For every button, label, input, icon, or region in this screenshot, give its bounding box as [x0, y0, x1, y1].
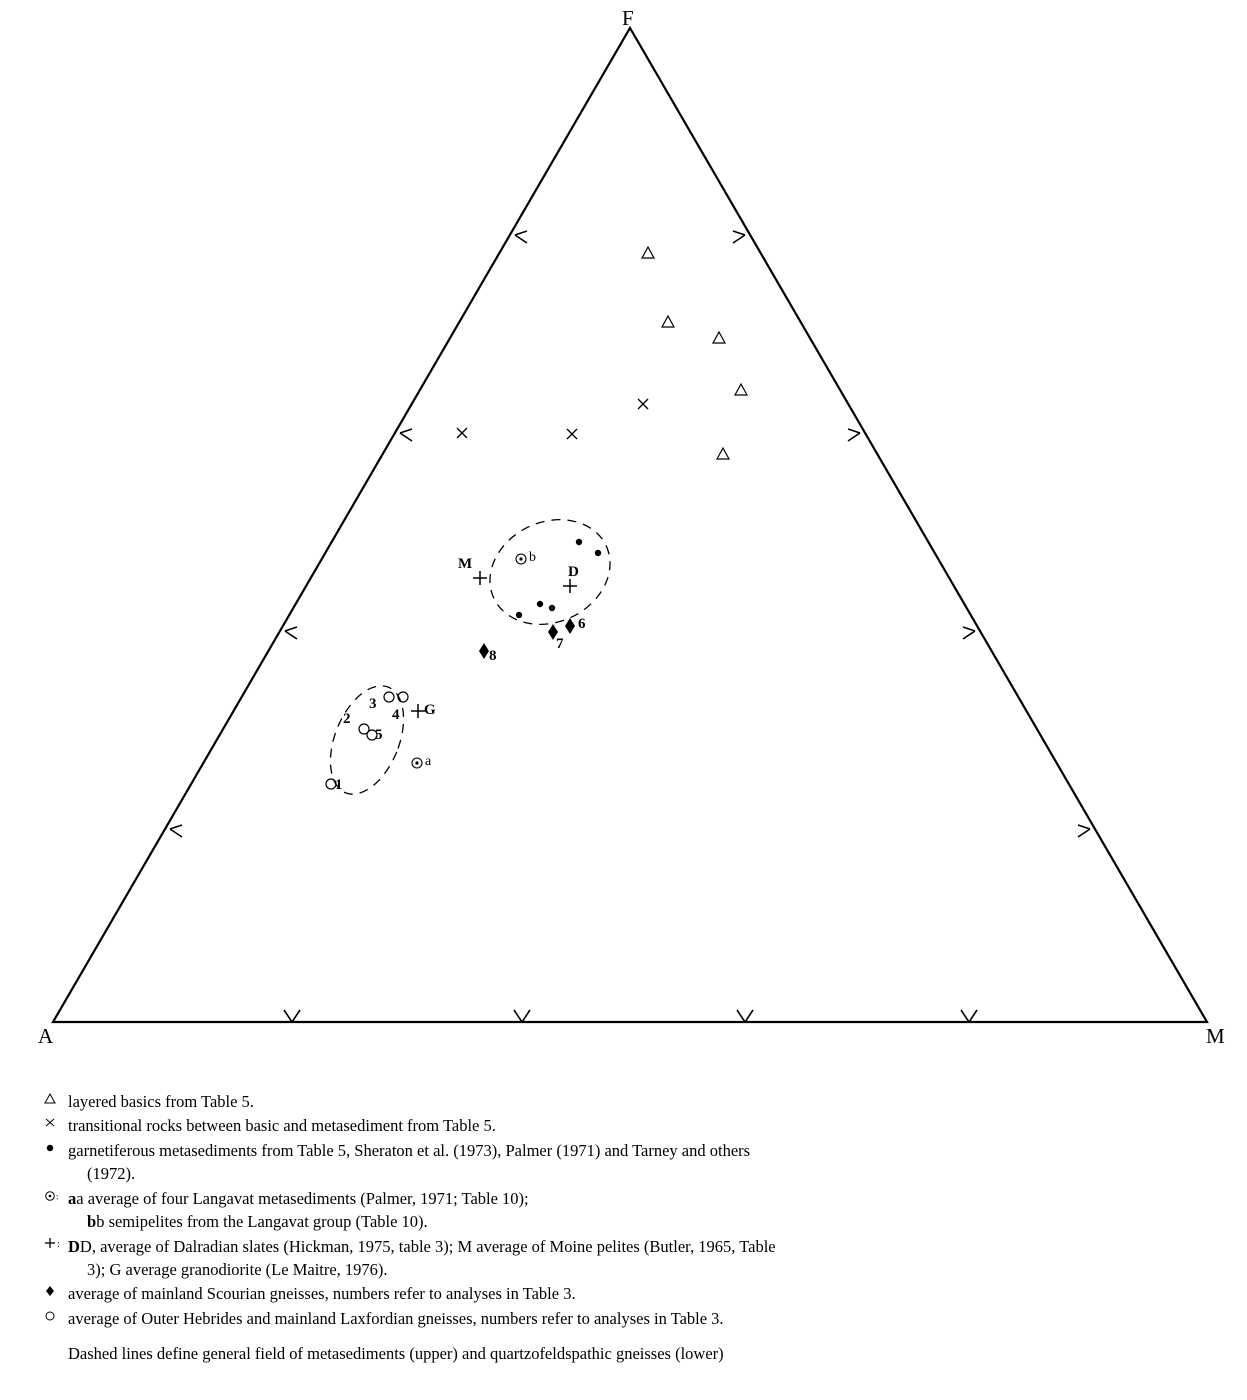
point-label-m: M: [458, 556, 473, 572]
filled-diamond-icon: [44, 1282, 68, 1302]
point-label-7: 7: [556, 636, 564, 652]
legend-item-laxfordian: [44, 1307, 1204, 1330]
point-label-b: b: [529, 550, 536, 565]
legend-text-layered-basics: layered basics from Table 5.: [68, 1092, 254, 1111]
legend-item-reference-averages: [44, 1235, 1204, 1282]
ticks-bottom-edge: [284, 1010, 977, 1022]
series-transitional-rocks: [457, 399, 648, 439]
dotted-circle-icon: [44, 1187, 68, 1207]
legend-text-langavat-b: bb semipelites from the Langavat group (Table 10).: [87, 1212, 428, 1232]
filled-dot-icon: [44, 1139, 68, 1159]
legend-text-langavat-a: aa average of four Langavat metasediments (Palmer, 1971; Table 10);: [68, 1188, 529, 1208]
point-label-a: a: [425, 754, 432, 769]
legend: [44, 1090, 1204, 1366]
legend-text-langavat-b-rest: b semipelites from the Langavat group (Table 10).: [96, 1212, 428, 1232]
point-label-2: 2: [343, 711, 351, 727]
open-circle-icon: [44, 1307, 68, 1327]
svg-text::: :: [56, 1191, 59, 1201]
series-layered-basics: [642, 247, 747, 459]
plus-icon: [44, 1235, 68, 1255]
point-label-5: 5: [375, 727, 383, 743]
point-label-1: 1: [335, 777, 343, 793]
legend-item-layered-basics: [44, 1090, 1204, 1113]
series-reference-averages: [411, 571, 577, 718]
legend-text-laxfordian: average of Outer Hebrides and mainland Laxfordian gneisses, numbers refer to analyses in Table 3.: [68, 1308, 724, 1328]
legend-item-langavat: [44, 1187, 1204, 1234]
point-label-6: 6: [578, 616, 586, 632]
legend-text-garnetiferous: garnetiferous metasediments from Table 5, Sheraton et al. (1973), Palmer (1971) and Tarney and others: [68, 1140, 751, 1160]
legend-text-scourian: average of mainland Scourian gneisses, numbers refer to analyses in Table 3.: [68, 1284, 576, 1304]
series-langavat-averages: [412, 554, 526, 768]
legend-note: Dashed lines define general field of metasediments (upper) and quartzofeldspathic gneisses (lower): [68, 1344, 724, 1364]
legend-text-langavat-a-rest: a average of four Langavat metasediments (Palmer, 1971; Table 10);: [76, 1188, 529, 1208]
vertex-label-f: F: [622, 6, 634, 30]
svg-text::: :: [57, 1238, 60, 1249]
legend-item-transitional-rocks: [44, 1114, 1204, 1137]
legend-text-transitional-rocks: transitional rocks between basic and metasediment from Table 5.: [68, 1116, 496, 1136]
ticks-right-edge: [733, 231, 1090, 837]
legend-text-dalradian-rest: D, average of Dalradian slates (Hickman, 1975, table 3); M average of Moine pelites (Butler, 1965, Table: [79, 1236, 776, 1256]
vertex-label-a: A: [38, 1024, 54, 1048]
point-label-d: D: [568, 564, 579, 580]
point-label-4: 4: [392, 707, 400, 723]
vertex-label-m: M: [1206, 1024, 1225, 1048]
cross-x-icon: [44, 1114, 68, 1134]
point-label-8: 8: [489, 648, 497, 664]
legend-item-scourian: [44, 1282, 1204, 1305]
field-gneisses: [316, 675, 418, 805]
triangle-outline: [53, 28, 1207, 1022]
ticks-left-edge: [170, 231, 527, 837]
point-label-g: G: [424, 702, 436, 718]
open-triangle-icon: [44, 1090, 68, 1110]
legend-text-granodiorite: 3); G average granodiorite (Le Maitre, 1976).: [87, 1259, 388, 1279]
legend-text-dalradian: DD, average of Dalradian slates (Hickman, 1975, table 3); M average of Moine pelites (Butler, 1965, Table: [68, 1236, 776, 1256]
point-label-3: 3: [369, 696, 377, 712]
field-metasediments: [473, 500, 628, 643]
legend-text-garnetiferous-cont: (1972).: [87, 1164, 136, 1184]
legend-item-garnetiferous: [44, 1139, 1204, 1186]
